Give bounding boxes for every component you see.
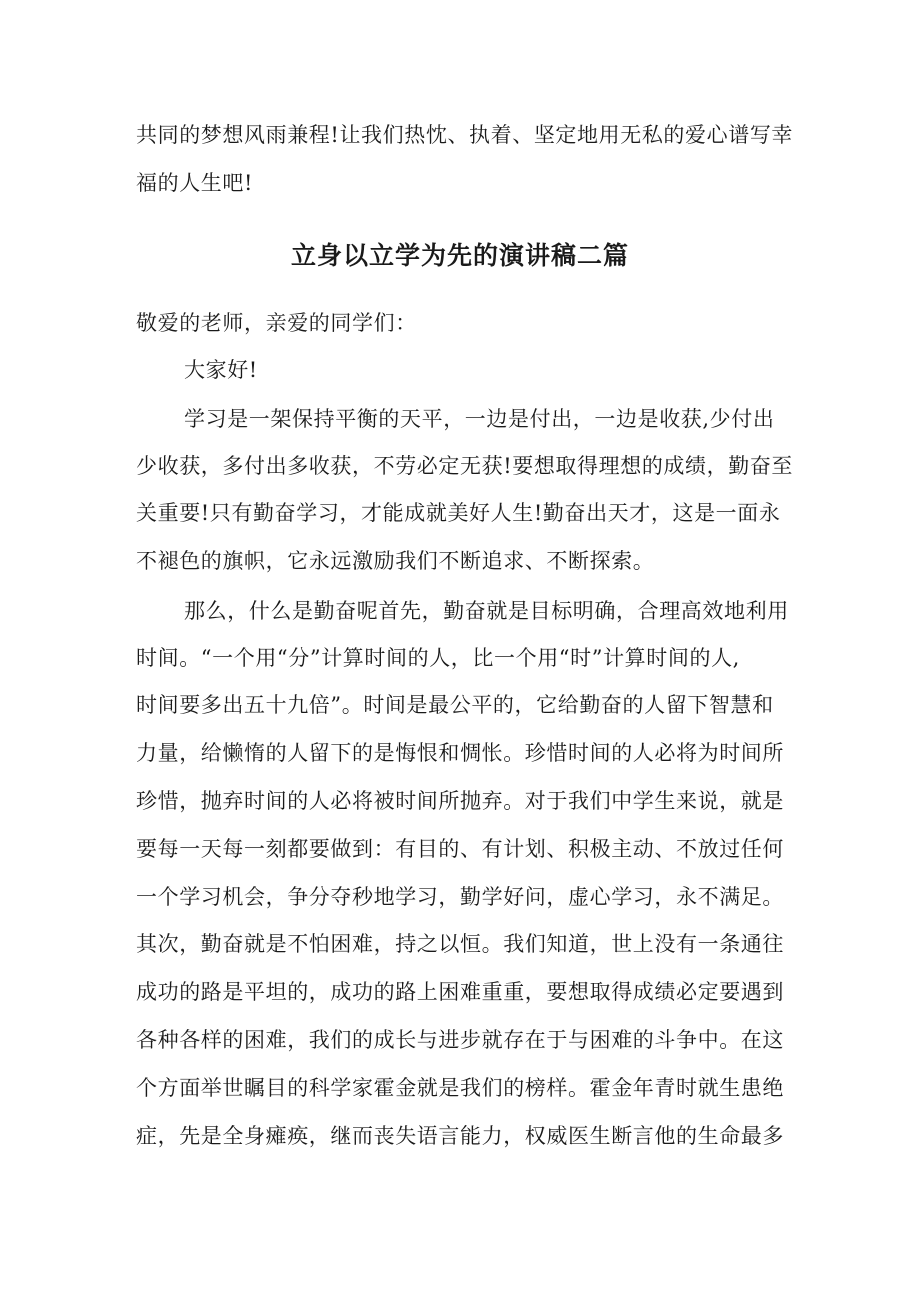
greeting: 大家好! — [184, 358, 258, 382]
paragraph-line: 要每一天每一刻都要做到：有目的、有计划、积极主动、不放过任何 — [136, 837, 784, 861]
paragraph-line: 少收获，多付出多收获，不劳必定无获!要想取得理想的成绩，勤奋至 — [136, 454, 794, 478]
paragraph-line: 一个学习机会，争分夺秒地学习，勤学好问，虚心学习，永不满足。 — [136, 885, 784, 909]
paragraph-line: 各种各样的困难，我们的成长与进步就存在于与困难的斗争中。在这 — [136, 1028, 784, 1052]
paragraph-line: 珍惜，抛弃时间的人必将被时间所抛弃。对于我们中学生来说，就是 — [136, 789, 784, 813]
paragraph-line: 症，先是全身瘫痪，继而丧失语言能力，权威医生断言他的生命最多 — [136, 1124, 784, 1148]
paragraph-line: 学习是一架保持平衡的天平，一边是付出，一边是收获,少付出 — [184, 407, 775, 431]
paragraph-line: 时间要多出五十九倍”。时间是最公平的，它给勤奋的人留下智慧和 — [136, 693, 774, 717]
paragraph-line: 成功的路是平坦的，成功的路上困难重重，要想取得成绩必定要遇到 — [136, 980, 784, 1004]
intro-line: 福的人生吧! — [136, 171, 254, 195]
paragraph-line: 其次，勤奋就是不怕困难，持之以恒。我们知道，世上没有一条通往 — [136, 932, 784, 956]
paragraph-line: 时间。“一个用“分”计算时间的人，比一个用“时”计算时间的人, — [136, 646, 740, 670]
paragraph-line: 不褪色的旗帜，它永远激励我们不断追求、不断探索。 — [136, 549, 655, 573]
document-title: 立身以立学为先的演讲稿二篇 — [290, 241, 629, 270]
paragraph-line: 个方面举世瞩目的科学家霍金就是我们的榜样。霍金年青时就生患绝 — [136, 1076, 784, 1100]
intro-line: 共同的梦想风雨兼程!让我们热忱、执着、坚定地用无私的爱心谱写幸 — [136, 123, 794, 147]
salutation: 敬爱的老师，亲爱的同学们： — [136, 311, 417, 335]
paragraph-line: 力量，给懒惰的人留下的是悔恨和惆怅。珍惜时间的人必将为时间所 — [136, 741, 784, 765]
paragraph-line: 那么，什么是勤奋呢首先，勤奋就是目标明确，合理高效地利用 — [184, 599, 789, 623]
paragraph-line: 关重要!只有勤奋学习，才能成就美好人生!勤奋出天才，这是一面永 — [136, 501, 781, 525]
